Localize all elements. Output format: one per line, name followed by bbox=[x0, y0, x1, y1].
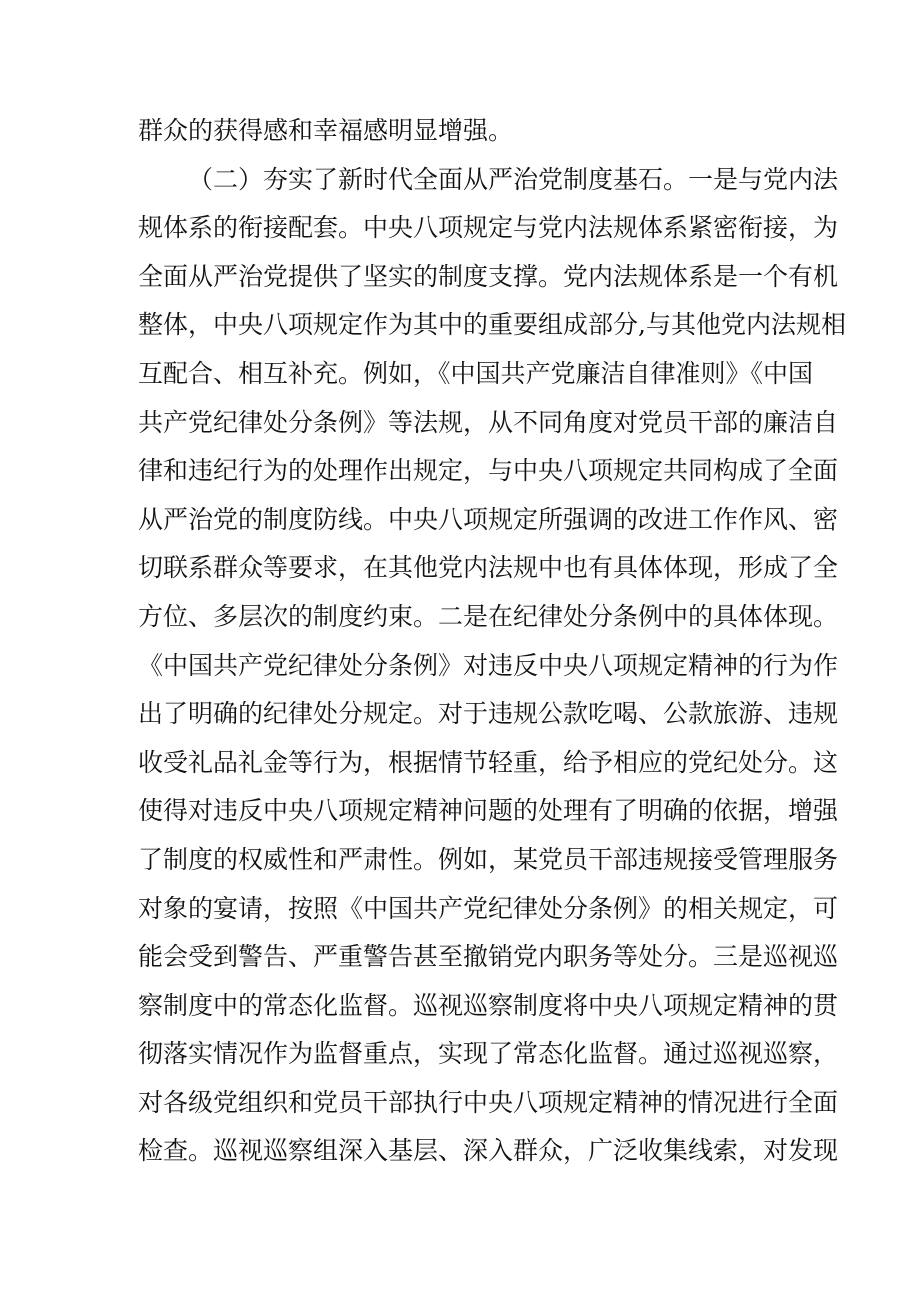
text-line: 使得对违反中央八项规定精神问题的处理有了明确的依据，增强 bbox=[138, 796, 839, 826]
text-line: 了制度的权威性和严肃性。例如，某党员干部违规接受管理服务 bbox=[138, 844, 839, 874]
text-line: 共产党纪律处分条例》等法规，从不同角度对党员干部的廉洁自 bbox=[138, 407, 839, 437]
body-text bbox=[138, 107, 846, 1176]
text-line: 从严治党的制度防线。中央八项规定所强调的改进工作作风、密 bbox=[138, 504, 839, 534]
text-line: 检查。巡视巡察组深入基层、深入群众，广泛收集线索，对发现 bbox=[138, 1136, 839, 1166]
text-line: 整体，中央八项规定作为其中的重要组成部分,与其他党内法规相 bbox=[138, 310, 846, 340]
text-line: 对各级党组织和党员干部执行中央八项规定精神的情况进行全面 bbox=[138, 1087, 839, 1117]
text-line: 切联系群众等要求，在其他党内法规中也有具体体现，形成了全 bbox=[138, 553, 839, 583]
text-line: 收受礼品礼金等行为，根据情节轻重，给予相应的党纪处分。这 bbox=[138, 747, 839, 777]
section-heading-line: （二）夯实了新时代全面从严治党制度基石。一是与党内法 bbox=[188, 164, 839, 194]
text-line: 能会受到警告、严重警告甚至撤销党内职务等处分。三是巡视巡 bbox=[138, 942, 839, 972]
text-line: 全面从严治党提供了坚实的制度支撑。党内法规体系是一个有机 bbox=[138, 261, 839, 291]
text-line: 对象的宴请，按照《中国共产党纪律处分条例》的相关规定，可 bbox=[138, 893, 839, 923]
text-line: 规体系的衔接配套。中央八项规定与党内法规体系紧密衔接，为 bbox=[138, 213, 839, 243]
text-line: 《中国共产党纪律处分条例》对违反中央八项规定精神的行为作 bbox=[138, 650, 839, 680]
text-line: 群众的获得感和幸福感明显增强。 bbox=[138, 116, 514, 145]
text-line: 出了明确的纪律处分规定。对于违规公款吃喝、公款旅游、违规 bbox=[138, 699, 839, 729]
text-line: 方位、多层次的制度约束。二是在纪律处分条例中的具体体现。 bbox=[138, 601, 839, 631]
text-line: 彻落实情况作为监督重点，实现了常态化监督。通过巡视巡察， bbox=[138, 1039, 839, 1069]
text-line: 互配合、相互补充。例如，《中国共产党廉洁自律准则》《中国 bbox=[138, 358, 814, 388]
text-line: 律和违纪行为的处理作出规定，与中央八项规定共同构成了全面 bbox=[138, 456, 839, 486]
text-line: 察制度中的常态化监督。巡视巡察制度将中央八项规定精神的贯 bbox=[138, 990, 839, 1020]
